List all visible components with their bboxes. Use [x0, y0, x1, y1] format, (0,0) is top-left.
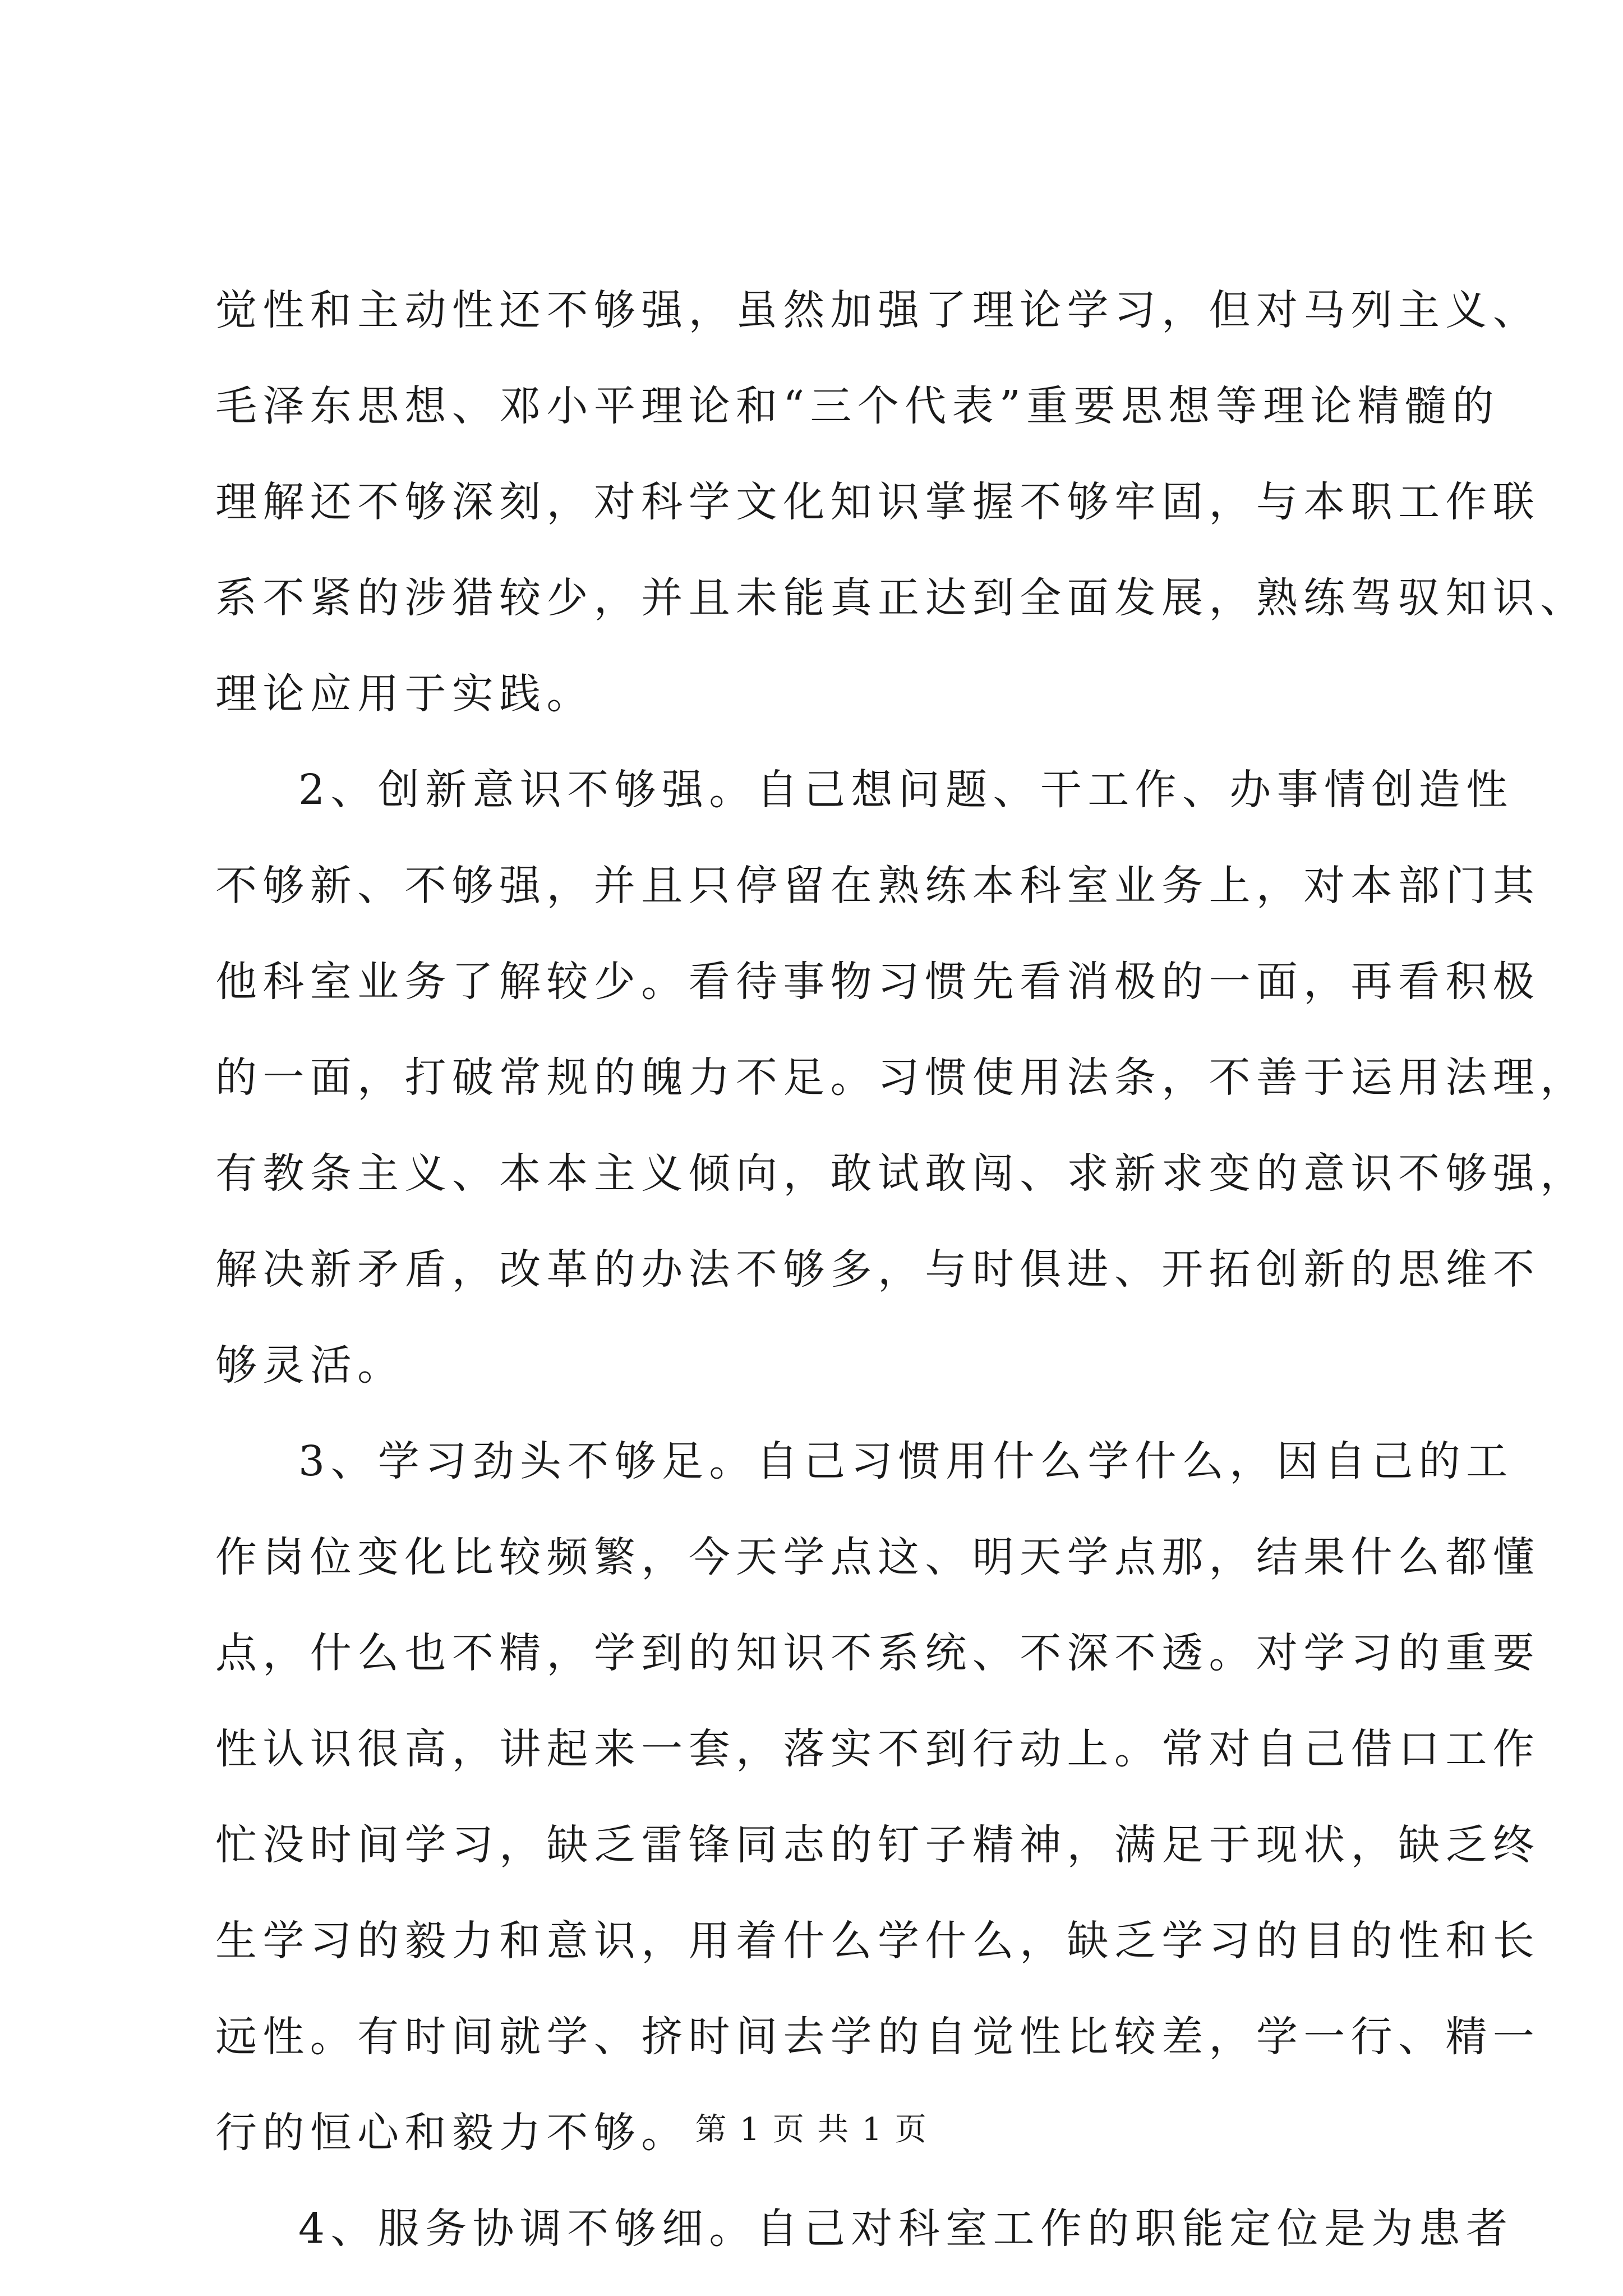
document-body [215, 263, 1588, 2277]
text-line: 远性。有时间就学、挤时间去学的自觉性比较差，学一行、精一 [215, 2013, 1541, 2061]
text-line: 的一面，打破常规的魄力不足。习惯使用法条，不善于运用法理， [215, 1053, 1588, 1102]
text-line: 解决新矛盾，改革的办法不够多，与时俱进、开拓创新的思维不 [215, 1245, 1541, 1294]
text-line: 生学习的毅力和意识，用着什么学什么，缺乏学习的目的性和长 [215, 1917, 1541, 1965]
text-line: 有教条主义、本本主义倾向，敢试敢闯、求新求变的意识不够强， [215, 1149, 1588, 1198]
text-line: 他科室业务了解较少。看待事物习惯先看消极的一面，再看积极 [215, 958, 1541, 1006]
text-line: 系不紧的涉猎较少，并且未能真正达到全面发展，熟练驾驭知识、 [215, 574, 1588, 622]
text-line: 忙没时间学习，缺乏雷锋同志的钉子精神，满足于现状，缺乏终 [215, 1821, 1541, 1869]
paragraph-start-line: 2、创新意识不够强。自己想问题、干工作、办事情创造性 [298, 766, 1514, 814]
paragraph-start-line: 4、服务协调不够细。自己对科室工作的职能定位是为患者 [298, 2205, 1514, 2253]
text-line: 点，什么也不精，学到的知识不系统、不深不透。对学习的重要 [215, 1629, 1541, 1677]
text-line: 作岗位变化比较频繁，今天学点这、明天学点那，结果什么都懂 [215, 1533, 1541, 1581]
text-line: 够灵活。 [215, 1341, 405, 1389]
text-line: 行的恒心和毅力不够。 [215, 2109, 689, 2157]
text-line: 性认识很高，讲起来一套，落实不到行动上。常对自己借口工作 [215, 1725, 1541, 1773]
text-line: 觉性和主动性还不够强，虽然加强了理论学习，但对马列主义、 [215, 286, 1541, 334]
text-line: 理论应用于实践。 [215, 670, 594, 718]
paragraph-start-line: 3、学习劲头不够足。自己习惯用什么学什么，因自己的工 [298, 1437, 1514, 1485]
text-line: 理解还不够深刻，对科学文化知识掌握不够牢固，与本职工作联 [215, 478, 1541, 526]
text-line: 毛泽东思想、邓小平理论和“三个代表”重要思想等理论精髓的 [215, 382, 1500, 430]
page-number-footer: 第 1 页 共 1 页 [695, 2111, 928, 2148]
text-line: 不够新、不够强，并且只停留在熟练本科室业务上，对本部门其 [215, 862, 1541, 910]
